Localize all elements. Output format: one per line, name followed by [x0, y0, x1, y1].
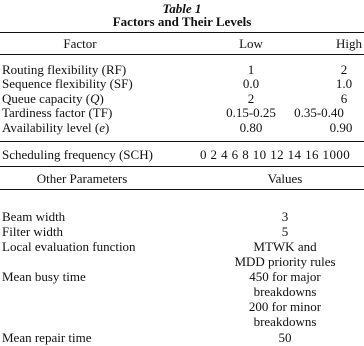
other-header-rule	[0, 189, 364, 190]
filter-width-value: 5	[281, 224, 289, 239]
high-value: 0.90	[329, 120, 353, 135]
low-value: 2	[247, 91, 255, 106]
high-column-header: High	[336, 36, 362, 51]
mean-busy-value-4: breakdowns	[253, 314, 317, 329]
mean-busy-value-1: 450 for major	[249, 269, 321, 284]
beam-width-value: 3	[281, 209, 289, 224]
factor-label: Tardiness factor (TF)	[2, 105, 113, 120]
factor-label: Sequence flexibility (SF)	[2, 76, 133, 91]
mean-busy-label: Mean busy time	[2, 269, 86, 284]
scheduling-rule	[0, 166, 364, 167]
low-value: 0.15-0.25	[226, 105, 276, 120]
factor-label: Queue capacity (Q)	[2, 91, 104, 106]
high-value: 2	[340, 62, 348, 77]
high-value: 1.0	[335, 76, 353, 91]
scheduling-label: Scheduling frequency (SCH)	[2, 147, 153, 162]
values-header: Values	[267, 171, 303, 186]
high-value: 0.35-0.40	[294, 105, 344, 120]
table-subtitle: Factors and Their Levels	[112, 14, 252, 29]
factors-bottom-rule	[0, 141, 364, 142]
scheduling-values: 0 2 4 6 8 10 12 14 16 1000	[200, 147, 351, 162]
low-column-header: Low	[239, 36, 263, 51]
low-value: 0.0	[242, 76, 260, 91]
factor-label: Routing flexibility (RF)	[2, 62, 127, 77]
low-value: 1	[247, 62, 255, 77]
table-title: Table 1	[162, 1, 202, 16]
beam-width-label: Beam width	[2, 209, 66, 224]
local-eval-value-1: MTWK and	[253, 239, 317, 254]
low-value: 0.80	[239, 120, 263, 135]
mean-busy-value-3: 200 for minor	[248, 299, 322, 314]
header-rule	[0, 54, 364, 55]
local-eval-label: Local evaluation function	[2, 239, 136, 254]
factor-column-header: Factor	[63, 36, 97, 51]
local-eval-value-2: MDD priority rules	[234, 254, 336, 269]
high-value: 6	[340, 91, 348, 106]
mean-repair-label: Mean repair time	[2, 330, 92, 345]
factor-label: Availability level (e)	[2, 120, 110, 135]
top-rule	[0, 32, 364, 33]
filter-width-label: Filter width	[2, 224, 64, 239]
mean-repair-value: 50	[278, 330, 292, 345]
other-params-header: Other Parameters	[36, 171, 128, 186]
mean-busy-value-2: breakdowns	[253, 284, 317, 299]
